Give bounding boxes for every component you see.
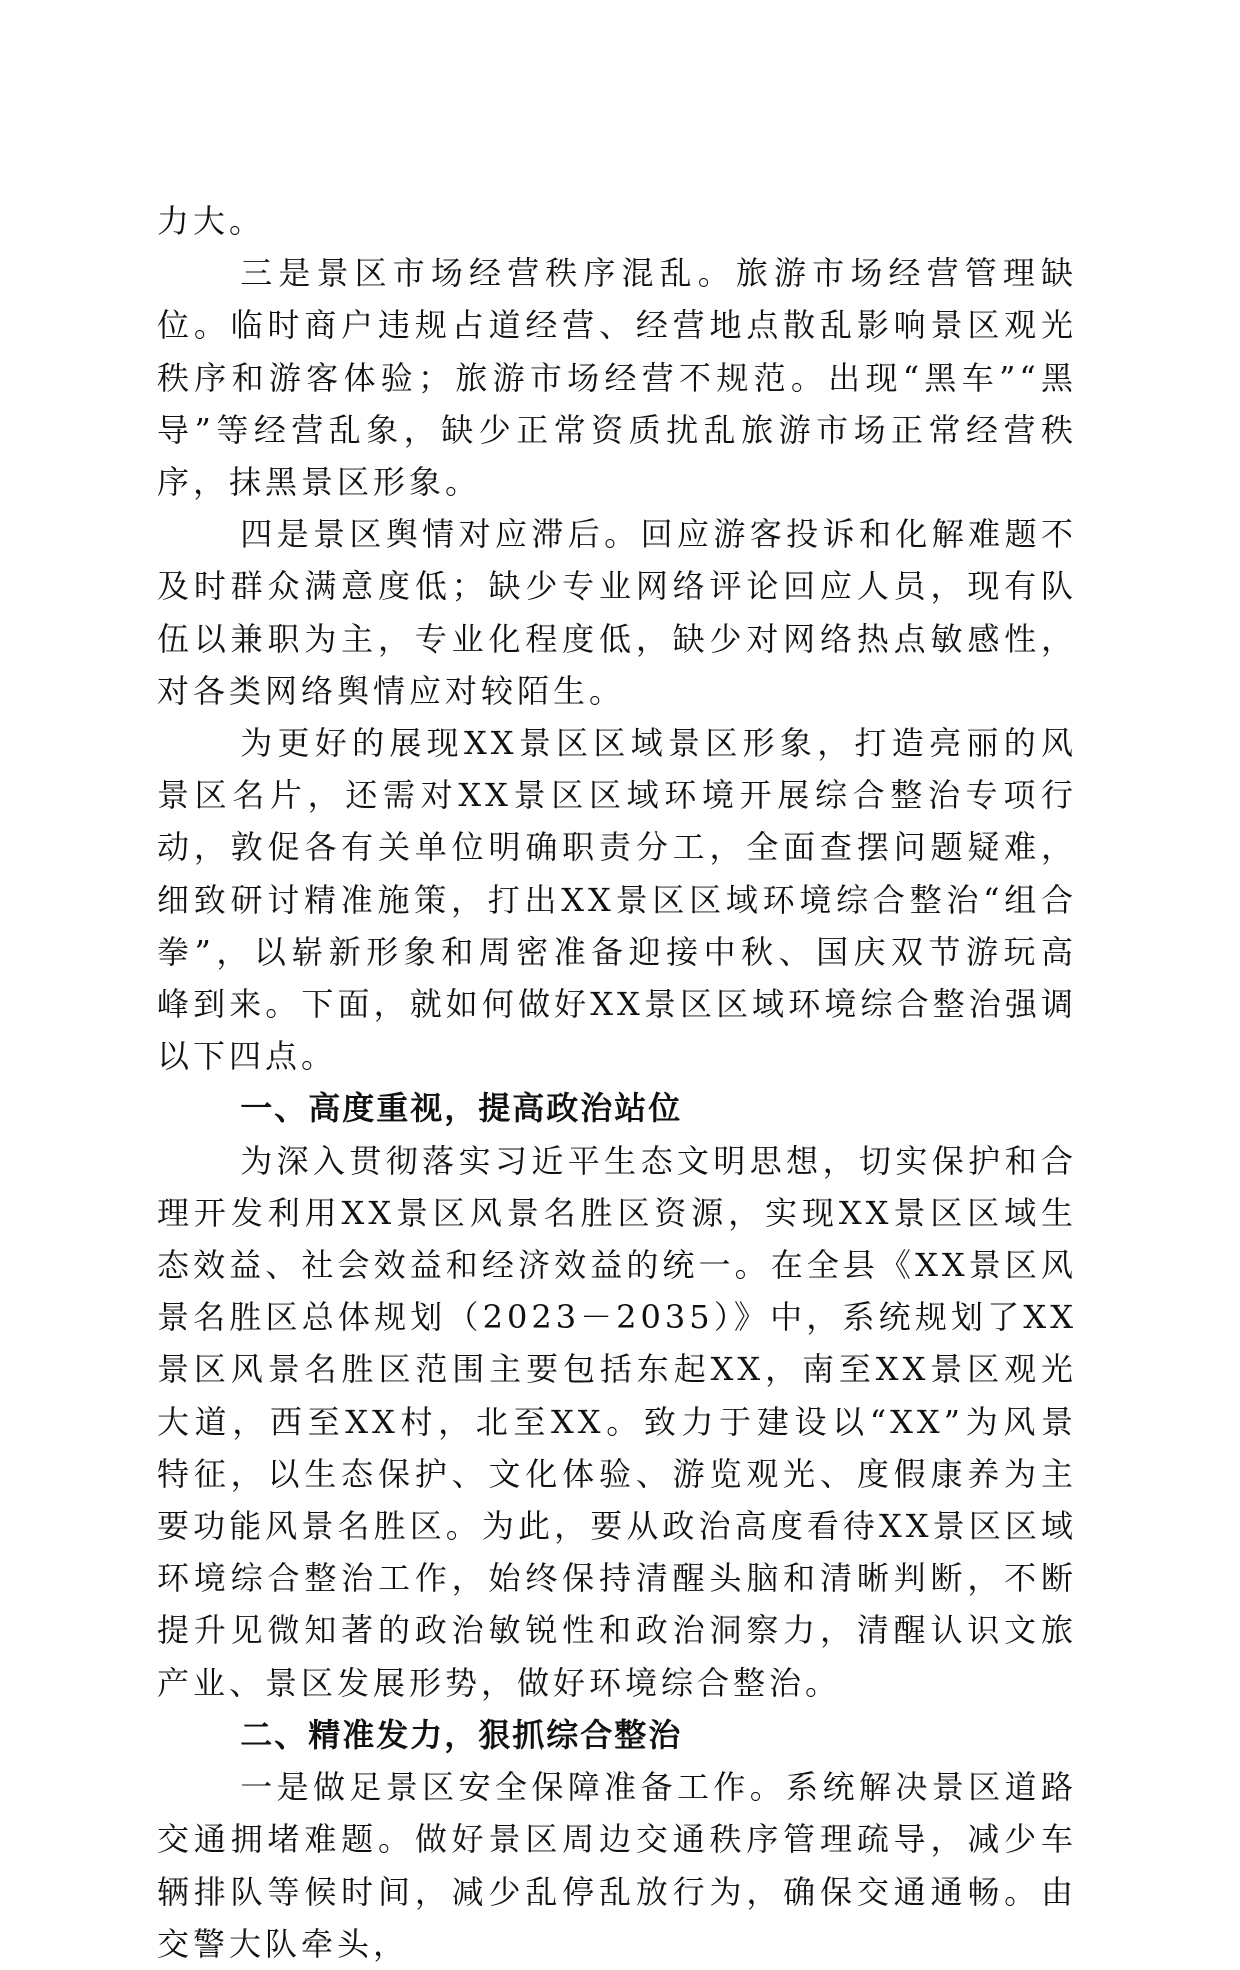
paragraph-introduction: 为更好的展现XX景区区域景区形象，打造亮丽的风景区名片，还需对XX景区区域环境开展综合整治专项行动，敦促各有关单位明确职责分工，全面查摆问题疑难，细致研讨精准施策，打出XX景区区域环境综合整治“组合拳”，以崭新形象和周密准备迎接中秋、国庆双节游玩高峰到来。下面，就如何做好XX景区区域环境综合整治强调以下四点。 [157, 724, 1077, 1076]
document-body [157, 195, 1077, 1970]
section-heading-1: 一、高度重视，提高政治站位 [240, 1089, 683, 1128]
paragraph-section-1: 为深入贯彻落实习近平生态文明思想，切实保护和合理开发利用XX景区风景名胜区资源，实现XX景区区域生态效益、社会效益和经济效益的统一。在全县《XX景区风景名胜区总体规划（2023－2035）》中，系统规划了XX景区风景名胜区范围主要包括东起XX，南至XX景区观光大道，西至XX村，北至XX。致力于建设以“XX”为风景特征，以生态保护、文化体验、游览观光、度假康养为主要功能风景名胜区。为此，要从政治高度看待XX景区区域环境综合整治工作，始终保持清醒头脑和清晰判断，不断提升见微知著的政治敏锐性和政治洞察力，清醒认识文旅产业、景区发展形势，做好环境综合整治。 [157, 1141, 1077, 1702]
section-heading-2: 二、精准发力，狠抓综合整治 [240, 1715, 683, 1754]
paragraph-market-order: 三是景区市场经营秩序混乱。旅游市场经营管理缺位。临时商户违规占道经营、经营地点散乱影响景区观光秩序和游客体验；旅游市场经营不规范。出现“黑车”“黑导”等经营乱象，缺少正常资质扰乱旅游市场正常经营秩序，抹黑景区形象。 [157, 254, 1077, 502]
paragraph-public-opinion: 四是景区舆情对应滞后。回应游客投诉和化解难题不及时群众满意度低；缺少专业网络评论回应人员，现有队伍以兼职为主，专业化程度低，缺少对网络热点敏感性，对各类网络舆情应对较陌生。 [157, 515, 1077, 710]
paragraph-section-2: 一是做足景区安全保障准备工作。系统解决景区道路交通拥堵难题。做好景区周边交通秩序管理疏导，减少车辆排队等候时间，减少乱停乱放行为，确保交通通畅。由交警大队牵头， [157, 1768, 1077, 1963]
paragraph-continuation: 力大。 [157, 202, 266, 240]
